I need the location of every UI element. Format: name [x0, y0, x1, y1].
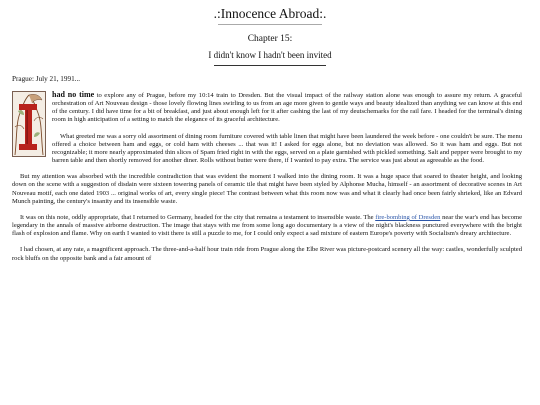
paragraph-text: near the war's end has become legendary in the annals of massive airborne destruction. The image that stays with me from some long ago documentary is a view of the night's blackness punctured everywhere with the bright flash of explosion and flame. Why on earth I wanted to visit there is still a puzzle to me, for I could only expect a sad mixture of eastern Europe's poverty with Socialism's dreary architecture.: [12, 213, 522, 238]
paragraph-3: [12, 173, 522, 206]
paragraph-1: [12, 91, 522, 125]
lead-in: had no time: [52, 90, 95, 99]
article-body: [12, 91, 522, 271]
art-nouveau-dropcap-icon: [12, 91, 46, 157]
paragraph-4: [12, 214, 522, 238]
dateline: Prague: July 21, 1991...: [12, 75, 81, 83]
paragraph-2: [12, 133, 522, 166]
paragraph-text: to explore any of Prague, before my 10:14 train to Dresden. But the visual impact of the railway station alone was enough to assure my return. A graceful orchestration of Art Nouveau design - those lovely flowing lines swirling to us from an age more given to gentle ways and beauty idealized than anything we can know at this end of the century. I did have time for a bit of breakfast, and just about enough left for it after cashing the last of my deutschemarks for the rail fare. I headed for the terminal's dining room in high anticipation of a setting to match the elegance of its graceful architecture.: [52, 92, 523, 124]
chapter-subtitle: I didn't know I hadn't been invited: [208, 50, 332, 60]
paragraph-text: I had chosen, at any rate, a magnificent approach. The three-and-a-half hour train ride from Prague along the Elbe River was picture-postcard scenery all the way: castles, wonderfully sculpted rock bluffs on the opposite bank and a fair amount of: [12, 246, 522, 262]
paragraph-text: What greeted me was a sorry old assortment of dining room furniture covered with table linen that might have been laundered the week before - one couldn't be sure. The menu offered a choice between ham and eggs, or cold ham with cheeses ... that was it! I asked for eggs alone, but no deviation was allowed. So it was ham and eggs. But not recognizable; it more nearly approximated thin slices of Spam fried right in with the eggs, served on a plate garnished with pickled something. Salt and pepper were brought to my barren table and then shortly removed for another diner. Rolls without butter were there, if I wanted to pay extra. The service was just about as agreeable as the food.: [52, 132, 522, 165]
title-divider: [218, 24, 322, 25]
paragraph-text: But my attention was absorbed with the incredible contradiction that was evident the moment I walked into the dining room. It was a huge space that soared to theater height, and looking down on the scene with a suggestion of disdain were sixteen towering panels of ceramic tile that might have been styled by Alphonse Mucha, himself - an assortment of decorative scenes in Art Nouveau motif, each one dated 1903 ... original works of art, every single piece! The contrast between what this room now was and what it clearly had once been fairly shrieked, like an Edvard Munch painting, the century's insanity and its insensible waste.: [12, 173, 522, 205]
paragraph-5: [12, 246, 522, 262]
chapter-divider: [214, 65, 326, 66]
paragraph-text: It was on this note, oddly appropriate, that I returned to Germany, headed for the city that remains a testament to insensible waste. The: [20, 213, 376, 221]
site-title: .:Innocence Abroad:.: [213, 6, 327, 21]
chapter-label: Chapter 15:: [247, 34, 293, 44]
fire-bombing-link[interactable]: fire-bombing of Dresden: [375, 213, 441, 221]
